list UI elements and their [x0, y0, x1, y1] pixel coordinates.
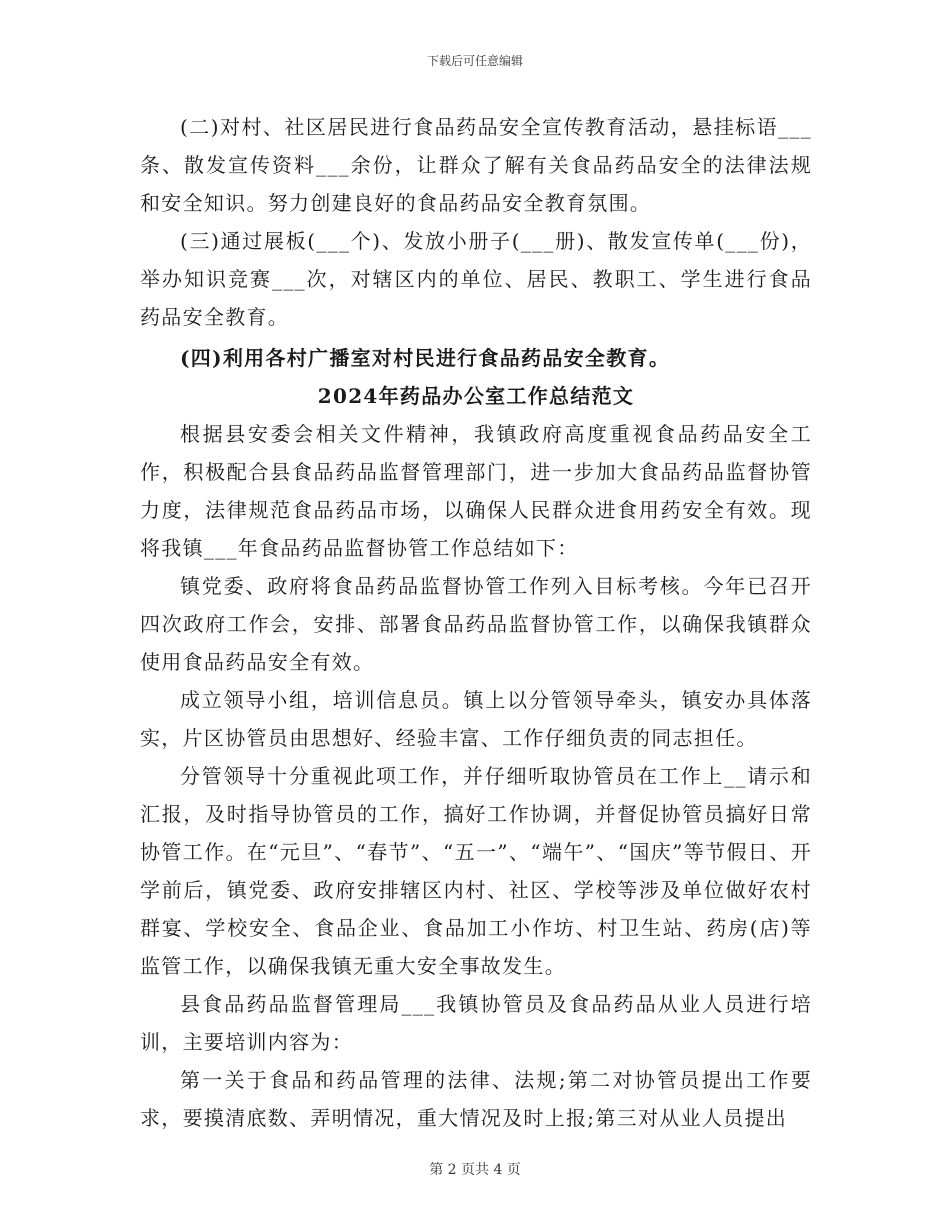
- paragraph-3: (三)通过展板(___个)、发放小册子(___册)、散发宣传单(___份)，举办知识竞赛___次，对辖区内的单位、居民、教职工、学生进行食品药品安全教育。: [140, 229, 812, 329]
- document-title: 2024年药品办公室工作总结范文: [317, 384, 635, 408]
- paragraph-supervision: 分管领导十分重视此项工作，并仔细听取协管员在工作上__请示和汇报，及时指导协管员的工作，搞好工作协调，并督促协管员搞好日常协管工作。在“元旦”、“春节”、“五一”、“端午”、“国庆”等节假日、开学前后，镇党委、政府安排辖区内村、社区、学校等涉及单位做好农村群宴、学校安全、食品企业、食品加工小作坊、村卫生站、药房(店)等监管工作，以确保我镇无重大安全事故发生。: [140, 764, 812, 978]
- paragraph-leadership: 成立领导小组，培训信息员。镇上以分管领导牵头，镇安办具体落实，片区协管员由思想好、经验丰富、工作仔细负责的同志担任。: [140, 688, 812, 750]
- intro-paragraph: 根据县安委会相关文件精神，我镇政府高度重视食品药品安全工作，积极配合县食品药品监督管理部门，进一步加大食品药品监督协管力度，法律规范食品药品市场，以确保人民群众进食用药安全有效。现将我镇___年食品药品监督协管工作总结如下：: [140, 422, 812, 560]
- paragraph-assessment: 镇党委、政府将食品药品监督协管工作列入目标考核。今年已召开四次政府工作会，安排、部署食品药品监督协管工作，以确保我镇群众使用食品药品安全有效。: [140, 574, 812, 674]
- paragraph-4-bold: (四)利用各村广播室对村民进行食品药品安全教育。: [180, 346, 671, 370]
- page-footer: 第 2 页共 4 页: [429, 1162, 521, 1178]
- paragraph-2: (二)对村、社区居民进行食品药品安全宣传教育活动，悬挂标语___条、散发宣传资料___余份，让群众了解有关食品药品安全的法律法规和安全知识。努力创建良好的食品药品安全教育氛围。: [140, 115, 812, 215]
- document-body: [140, 108, 812, 1137]
- page-header: 下载后可任意编辑: [426, 54, 523, 68]
- paragraph-training: 县食品药品监督管理局___我镇协管员及食品药品从业人员进行培训，主要培训内容为：: [140, 992, 812, 1054]
- paragraph-training-content: 第一关于食品和药品管理的法律、法规;第二对协管员提出工作要求，要摸清底数、弄明情况，重大情况及时上报;第三对从业人员提出: [140, 1068, 812, 1130]
